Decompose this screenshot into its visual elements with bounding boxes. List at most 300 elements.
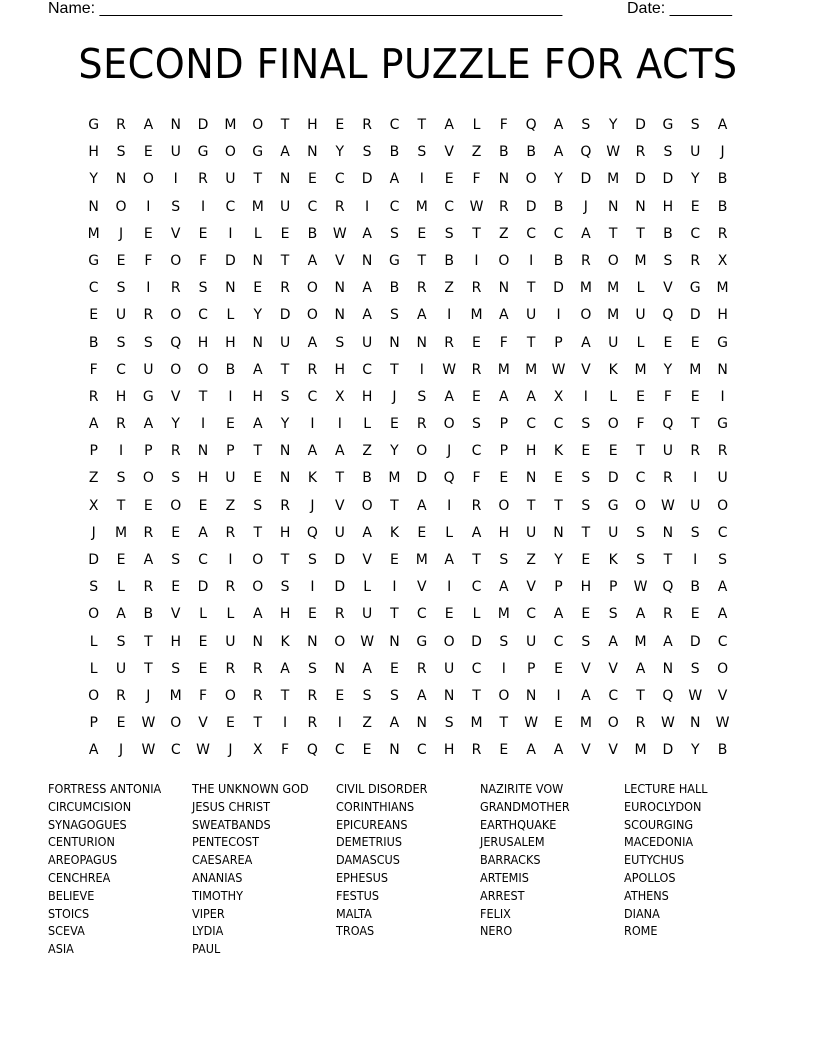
grid-cell: A: [307, 252, 318, 269]
grid-cell: T: [472, 687, 481, 704]
grid-cell: E: [581, 552, 591, 568]
grid-cell: E: [198, 225, 208, 242]
grid-cell: D: [662, 742, 674, 759]
grid-cell: J: [91, 524, 96, 541]
grid-cell: W: [141, 742, 156, 759]
grid-cell: D: [471, 633, 482, 650]
grid-cell: C: [170, 742, 181, 759]
grid-cell: Z: [444, 280, 454, 297]
grid-cell: P: [499, 443, 509, 460]
grid-cell: W: [606, 144, 621, 161]
grid-cell: A: [581, 334, 591, 351]
grid-cell: L: [636, 280, 645, 297]
grid-cell: U: [717, 470, 728, 487]
grid-cell: E: [472, 388, 481, 405]
grid-cell: U: [225, 171, 236, 188]
grid-cell: A: [717, 117, 728, 133]
grid-cell: R: [362, 117, 372, 133]
grid-cell: Z: [362, 443, 372, 460]
grid-cell: A: [362, 307, 372, 324]
grid-cell: N: [662, 524, 674, 541]
grid-cell: N: [88, 198, 99, 215]
grid-cell: Y: [554, 552, 563, 568]
grid-cell: S: [362, 687, 372, 704]
word-list-item: NAZIRITE VOW: [480, 781, 564, 796]
grid-cell: S: [171, 660, 181, 677]
grid-cell: D: [225, 252, 236, 269]
grid-cell: W: [524, 715, 539, 732]
grid-cell: X: [334, 388, 345, 405]
word-list-item: CENTURION: [48, 834, 115, 850]
grid-cell: C: [553, 225, 564, 242]
grid-cell: L: [117, 579, 125, 596]
word-list-item: SCOURGING: [624, 816, 694, 832]
grid-cell: A: [88, 416, 99, 433]
grid-cell: C: [198, 552, 208, 568]
grid-cell: T: [390, 606, 399, 623]
grid-cell: F: [472, 470, 481, 487]
grid-cell: H: [307, 117, 318, 133]
grid-cell: M: [607, 171, 620, 188]
grid-cell: A: [663, 633, 673, 650]
grid-cell: D: [361, 171, 373, 188]
grid-cell: H: [197, 334, 209, 351]
grid-cell: N: [443, 687, 455, 704]
grid-cell: O: [717, 497, 729, 514]
grid-cell: C: [526, 416, 537, 433]
grid-cell: N: [416, 334, 428, 351]
grid-cell: F: [499, 334, 508, 351]
word-list-item: VIPER: [192, 905, 225, 921]
grid-cell: L: [363, 416, 372, 433]
grid-cell: O: [224, 687, 236, 704]
grid-cell: Y: [690, 171, 700, 188]
grid-cell: R: [116, 416, 126, 433]
grid-cell: D: [197, 117, 209, 133]
grid-cell: O: [115, 198, 127, 215]
grid-cell: A: [307, 443, 318, 460]
grid-cell: E: [171, 524, 181, 541]
grid-cell: N: [553, 524, 564, 541]
grid-cell: B: [307, 225, 318, 242]
grid-cell: B: [717, 198, 728, 215]
grid-cell: Y: [608, 117, 618, 133]
grid-cell: D: [525, 198, 537, 215]
grid-cell: V: [663, 280, 673, 297]
grid-cell: A: [307, 334, 318, 351]
grid-cell: U: [690, 497, 701, 514]
grid-cell: H: [443, 742, 455, 759]
grid-cell: K: [389, 524, 400, 541]
grid-cell: O: [525, 171, 537, 188]
grid-cell: P: [89, 715, 98, 732]
grid-cell: S: [690, 117, 700, 133]
grid-cell: R: [198, 171, 208, 188]
grid-cell: N: [635, 198, 646, 215]
grid-cell: I: [693, 552, 698, 568]
grid-cell: L: [609, 388, 618, 405]
grid-cell: A: [444, 552, 454, 568]
grid-cell: N: [498, 280, 510, 297]
grid-cell: W: [469, 198, 484, 215]
word-list-item: LYDIA: [192, 923, 224, 939]
grid-cell: N: [389, 334, 400, 351]
grid-cell: M: [251, 198, 264, 215]
grid-cell: A: [444, 388, 454, 405]
grid-cell: E: [554, 470, 563, 487]
grid-cell: R: [116, 117, 126, 133]
grid-cell: A: [417, 307, 427, 324]
grid-cell: S: [390, 225, 399, 242]
word-list-item: TROAS: [336, 923, 375, 939]
grid-cell: A: [471, 524, 482, 541]
grid-cell: L: [472, 606, 481, 623]
word-list-item: BARRACKS: [480, 852, 541, 868]
grid-cell: R: [225, 524, 236, 541]
grid-cell: H: [334, 361, 346, 378]
word-list-item: MALTA: [336, 905, 372, 921]
grid-cell: R: [280, 280, 290, 297]
grid-cell: C: [526, 606, 537, 623]
grid-cell: Q: [662, 416, 674, 433]
grid-cell: U: [361, 334, 373, 351]
grid-cell: Q: [662, 687, 674, 704]
grid-cell: A: [143, 416, 154, 433]
grid-cell: J: [310, 497, 315, 514]
grid-cell: J: [118, 742, 124, 759]
word-list-item: EPHESUS: [336, 869, 388, 885]
grid-cell: R: [334, 606, 345, 623]
grid-cell: A: [362, 524, 372, 541]
grid-cell: K: [608, 552, 618, 568]
grid-cell: R: [170, 443, 181, 460]
grid-cell: E: [335, 687, 345, 704]
grid-cell: O: [498, 252, 510, 269]
word-list-item: PAUL: [192, 941, 221, 957]
grid-cell: O: [88, 687, 100, 704]
grid-cell: F: [199, 252, 208, 269]
grid-cell: S: [307, 552, 317, 568]
grid-cell: R: [334, 198, 345, 215]
grid-cell: D: [580, 171, 592, 188]
grid-cell: I: [447, 307, 452, 324]
grid-cell: U: [225, 633, 236, 650]
grid-cell: I: [228, 225, 233, 242]
grid-cell: A: [143, 552, 154, 568]
word-list-item: SYNAGOGUES: [48, 816, 127, 832]
grid-cell: L: [226, 307, 235, 324]
grid-cell: S: [307, 660, 317, 677]
grid-cell: O: [607, 715, 619, 732]
grid-cell: E: [663, 334, 673, 351]
grid-cell: R: [717, 443, 728, 460]
grid-cell: A: [362, 280, 372, 297]
grid-cell: U: [662, 443, 674, 460]
grid-cell: O: [170, 307, 182, 324]
grid-cell: E: [307, 171, 317, 188]
grid-cell: V: [608, 742, 618, 759]
grid-cell: D: [607, 470, 619, 487]
grid-cell: V: [362, 552, 372, 568]
grid-cell: X: [252, 742, 263, 759]
grid-cell: U: [279, 334, 291, 351]
grid-cell: E: [116, 552, 126, 568]
grid-cell: I: [365, 198, 370, 215]
grid-cell: G: [717, 416, 728, 433]
grid-cell: S: [581, 117, 591, 133]
grid-cell: R: [471, 742, 482, 759]
grid-cell: Q: [525, 117, 537, 133]
grid-cell: O: [306, 307, 318, 324]
grid-cell: T: [499, 715, 509, 732]
grid-cell: E: [143, 497, 153, 514]
grid-cell: I: [447, 497, 452, 514]
grid-cell: I: [310, 416, 315, 433]
grid-cell: V: [444, 144, 454, 161]
grid-cell: T: [417, 252, 427, 269]
grid-cell: N: [334, 280, 345, 297]
grid-cell: E: [116, 252, 126, 269]
grid-cell: S: [171, 470, 181, 487]
grid-cell: I: [337, 715, 342, 732]
grid-cell: M: [634, 361, 647, 378]
grid-cell: O: [607, 416, 619, 433]
grid-cell: N: [389, 633, 400, 650]
word-list-item: AREOPAGUS: [48, 852, 118, 868]
grid-cell: I: [118, 443, 124, 460]
grid-cell: I: [419, 171, 424, 188]
grid-cell: B: [362, 470, 372, 487]
grid-cell: M: [525, 361, 538, 378]
grid-cell: C: [526, 225, 537, 242]
grid-cell: O: [170, 252, 182, 269]
grid-cell: C: [717, 633, 728, 650]
grid-cell: A: [553, 144, 564, 161]
grid-cell: O: [142, 470, 154, 487]
grid-cell: C: [362, 361, 372, 378]
grid-cell: Q: [306, 742, 318, 759]
grid-cell: E: [116, 715, 126, 732]
grid-cell: R: [170, 280, 181, 297]
grid-cell: S: [362, 144, 372, 161]
grid-cell: G: [142, 388, 154, 405]
grid-cell: W: [196, 742, 210, 759]
grid-cell: E: [390, 552, 399, 568]
grid-cell: I: [200, 416, 206, 433]
grid-cell: I: [556, 307, 561, 324]
grid-cell: S: [253, 497, 263, 514]
grid-cell: A: [252, 606, 263, 623]
grid-cell: D: [635, 117, 646, 133]
grid-cell: O: [88, 606, 100, 623]
grid-cell: W: [688, 687, 703, 704]
grid-cell: R: [416, 416, 427, 433]
grid-cell: G: [607, 497, 619, 514]
grid-cell: I: [146, 280, 151, 297]
word-list-item: TIMOTHY: [192, 887, 243, 903]
grid-cell: C: [608, 687, 619, 704]
grid-cell: S: [499, 633, 509, 650]
grid-cell: E: [390, 416, 399, 433]
grid-cell: R: [580, 252, 591, 269]
grid-cell: N: [170, 117, 181, 133]
grid-cell: E: [690, 388, 700, 405]
grid-cell: E: [690, 606, 700, 623]
grid-cell: O: [170, 715, 182, 732]
grid-cell: L: [226, 606, 235, 623]
grid-cell: M: [716, 280, 729, 297]
grid-cell: A: [334, 443, 345, 460]
grid-cell: E: [554, 660, 563, 677]
grid-cell: N: [252, 633, 263, 650]
word-list-item: JESUS CHRIST: [192, 798, 270, 814]
grid-cell: H: [252, 388, 263, 405]
grid-cell: M: [634, 742, 647, 759]
grid-cell: E: [198, 660, 208, 677]
grid-cell: T: [636, 443, 645, 460]
grid-cell: D: [334, 552, 346, 568]
grid-cell: E: [444, 606, 454, 623]
grid-cell: V: [581, 742, 591, 759]
grid-cell: G: [416, 633, 428, 650]
grid-cell: W: [660, 715, 675, 732]
grid-cell: M: [470, 307, 483, 324]
grid-cell: E: [554, 715, 563, 732]
grid-cell: N: [197, 443, 209, 460]
grid-cell: C: [416, 742, 427, 759]
grid-cell: I: [419, 361, 424, 378]
grid-cell: A: [362, 660, 372, 677]
word-list-item: DAMASCUS: [336, 852, 400, 868]
grid-cell: E: [198, 633, 208, 650]
grid-cell: S: [690, 524, 700, 541]
grid-cell: L: [472, 117, 481, 133]
grid-cell: G: [717, 334, 728, 351]
grid-cell: I: [200, 198, 206, 215]
grid-cell: H: [361, 388, 373, 405]
grid-cell: F: [144, 252, 153, 269]
grid-cell: O: [607, 252, 619, 269]
grid-cell: L: [89, 660, 98, 677]
grid-cell: N: [689, 715, 701, 732]
grid-cell: J: [228, 742, 233, 759]
grid-cell: F: [281, 742, 290, 759]
grid-cell: S: [663, 144, 673, 161]
grid-cell: W: [715, 715, 730, 732]
grid-cell: U: [526, 633, 537, 650]
word-list-item: ATHENS: [624, 887, 669, 903]
grid-cell: M: [415, 552, 428, 568]
grid-cell: T: [144, 660, 153, 677]
grid-cell: O: [334, 633, 346, 650]
word-list-item: ASIA: [48, 941, 74, 957]
grid-cell: H: [717, 307, 728, 324]
grid-cell: T: [663, 552, 673, 568]
grid-cell: P: [608, 579, 618, 596]
grid-cell: G: [88, 117, 100, 133]
grid-cell: A: [198, 524, 208, 541]
grid-cell: O: [580, 307, 592, 324]
grid-cell: A: [581, 687, 591, 704]
word-list-item: ROME: [624, 923, 658, 939]
grid-cell: E: [499, 470, 509, 487]
grid-cell: Z: [225, 497, 236, 514]
grid-cell: C: [635, 470, 646, 487]
grid-cell: S: [690, 660, 700, 677]
grid-cell: E: [417, 225, 427, 242]
word-list-item: EPICUREANS: [336, 816, 408, 832]
grid-cell: I: [720, 388, 725, 405]
word-list-item: ARTEMIS: [480, 869, 529, 885]
grid-cell: C: [471, 579, 482, 596]
grid-cell: O: [224, 144, 236, 161]
grid-cell: S: [581, 470, 591, 487]
grid-cell: O: [443, 633, 455, 650]
grid-cell: E: [198, 497, 208, 514]
grid-cell: A: [635, 606, 646, 623]
grid-cell: C: [471, 443, 482, 460]
grid-cell: V: [581, 660, 591, 677]
grid-cell: F: [199, 687, 208, 704]
grid-cell: W: [360, 633, 375, 650]
word-list-item: CAESAREA: [192, 852, 253, 868]
word-list-item: PENTECOST: [192, 834, 260, 850]
word-list-item: DEMETRIUS: [336, 834, 402, 850]
header: [48, 0, 748, 20]
grid-cell: C: [444, 198, 455, 215]
grid-cell: O: [142, 171, 154, 188]
grid-cell: O: [306, 280, 318, 297]
grid-cell: P: [526, 660, 536, 677]
word-list: [48, 780, 768, 958]
grid-cell: A: [717, 579, 728, 596]
grid-cell: Y: [171, 416, 180, 433]
grid-cell: H: [170, 633, 181, 650]
grid-cell: I: [583, 388, 588, 405]
grid-cell: E: [307, 606, 317, 623]
grid-cell: E: [225, 715, 235, 732]
grid-cell: N: [334, 660, 345, 677]
grid-cell: A: [608, 633, 618, 650]
grid-cell: V: [334, 497, 345, 514]
grid-cell: T: [608, 225, 618, 242]
grid-cell: V: [717, 687, 728, 704]
word-list-item: SWEATBANDS: [192, 816, 271, 832]
grid-cell: T: [554, 497, 563, 514]
grid-cell: N: [279, 171, 291, 188]
grid-cell: U: [608, 334, 619, 351]
grid-cell: T: [390, 361, 399, 378]
grid-cell: I: [228, 388, 233, 405]
grid-cell: T: [280, 252, 290, 269]
grid-cell: I: [146, 198, 151, 215]
grid-cell: B: [225, 361, 236, 378]
grid-cell: M: [470, 715, 483, 732]
grid-cell: V: [608, 660, 618, 677]
grid-cell: E: [335, 117, 345, 133]
grid-cell: W: [633, 579, 648, 596]
grid-cell: O: [498, 497, 510, 514]
grid-cell: W: [442, 361, 457, 378]
grid-cell: U: [361, 606, 373, 623]
grid-cell: T: [280, 117, 290, 133]
grid-cell: O: [170, 361, 182, 378]
grid-cell: T: [390, 497, 399, 514]
grid-cell: T: [526, 334, 536, 351]
word-list-item: SCEVA: [48, 923, 85, 939]
grid-cell: R: [252, 660, 263, 677]
grid-cell: K: [280, 633, 290, 650]
